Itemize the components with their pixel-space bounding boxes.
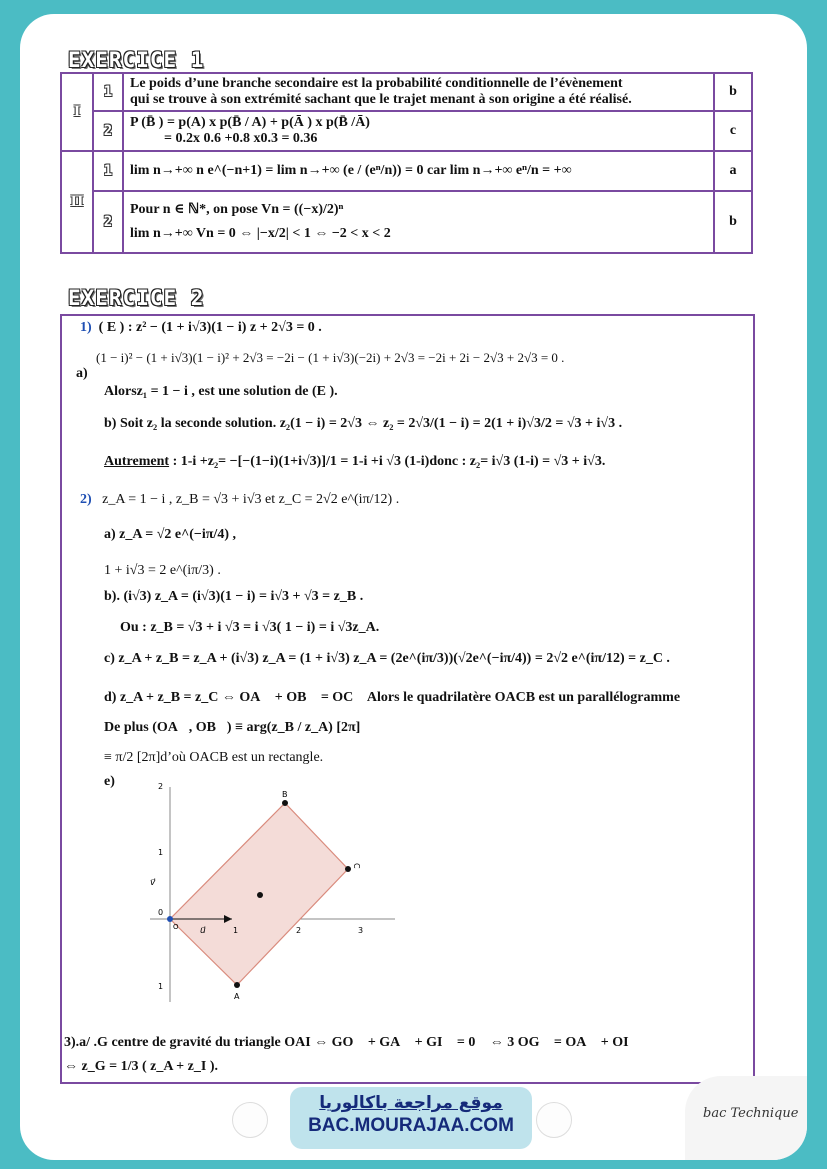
question-number: 2 [93, 191, 123, 253]
question-2 [80, 492, 399, 508]
question-text [123, 151, 714, 191]
solution-z1: Alorsz₁ = 1 − i , est une solution de (E ). [104, 384, 338, 399]
question-text [123, 111, 714, 151]
y-tick-label: 1 [158, 848, 164, 857]
exercise-1-table [60, 72, 753, 254]
question-number: 1 [93, 73, 123, 111]
document-page [20, 14, 807, 1160]
autrement-line [104, 454, 605, 470]
y-tick-label: 1 [158, 982, 164, 991]
question-1 [80, 320, 322, 336]
x-tick-label: 2 [296, 926, 302, 935]
y-tick-label: 2 [158, 782, 164, 791]
site-badge[interactable] [290, 1087, 532, 1149]
part-2d-line: d) z_A + z_B = z_C ⇔ OA⃗ + OB⃗ = OC⃗ Alors le quadrilatère OACB est un parallélogramme [104, 690, 681, 705]
part-a-line: (1 − i)² − (1 + i√3)(1 − i)² + 2√3 = −2i − (1 + i√3)(−2i) + 2√3 = −2i + 2i − 2√3 + 2√3 = 0 . [96, 350, 565, 365]
center-point [257, 892, 263, 898]
text-line: P (B̄ ) = p(A) x p(B̄ / A) + p(Ā ) x p(B̄ /Ā) [130, 115, 370, 130]
question-3-line2: ⇔ z_G = 1/3 ( z_A + z_I ). [64, 1059, 218, 1074]
text-line: = 0.2x 0.6 +0.8 x0.3 = 0.36 [164, 131, 318, 146]
exercise-2-title: EXERCICE 2 [68, 286, 205, 310]
answer-cell: a [714, 151, 752, 191]
part-label: II [61, 151, 93, 253]
answer-cell: c [714, 111, 752, 151]
table-row [61, 191, 752, 253]
answer-cell: b [714, 191, 752, 253]
text-line: qui se trouve à son extrémité sachant que le trajet menant à son origine a été réalisé. [130, 92, 632, 107]
question-text [123, 191, 714, 253]
point-b [282, 800, 288, 806]
question-text [123, 73, 714, 111]
corner-signature [685, 1076, 807, 1160]
right-logo-icon [536, 1102, 572, 1138]
exercise-1-title: EXERCICE 1 [68, 48, 205, 72]
table-row [61, 111, 752, 151]
question-3-line1: 3).a/ .G centre de gravité du triangle OAI ⇔ GO⃗ + GA⃗ + GI⃗ = 0⃗ ⇔ 3 OG⃗ = OA⃗ + OI⃗ [64, 1035, 640, 1050]
question-number: 1) [80, 320, 92, 335]
point-o [167, 916, 173, 922]
site-name-arabic[interactable]: موقع مراجعة باكالوريا [319, 1093, 503, 1113]
label-c: C [352, 863, 361, 869]
question-number: 2) [80, 492, 92, 507]
label-u: u⃗ [200, 926, 206, 936]
part-b-line: b) Soit z₂ la seconde solution. z₂(1 − i) = 2√3 ⇔ z₂ = 2√3/(1 − i) = 2(1 + i)√3/2 = √3 + i√3 . [104, 416, 623, 431]
y-tick-label: 0 [158, 908, 164, 917]
x-tick-label: 1 [233, 926, 239, 935]
corner-text: bac Technique [703, 1106, 799, 1121]
autrement-text: : 1-i +z₂= −[−(1−i)(1+i√3)]/1 = 1-i +i √3 (1-i)donc : z₂= i√3 (1-i) = √3 + i√3. [169, 454, 606, 469]
question-number: 2 [93, 111, 123, 151]
answer-cell: b [714, 73, 752, 111]
point-a [234, 982, 240, 988]
part-label: I [61, 73, 93, 151]
argument-line: De plus (OA⃗, OB⃗) ≡ arg(z_B / z_A) [2π] [104, 720, 361, 735]
part-2b-alt: Ou : z_B = √3 + i √3 = i √3( 1 − i) = i √3z_A. [120, 620, 380, 635]
text-line: Pour n ∈ ℕ*, on pose Vn = ((−x)/2)ⁿ [130, 202, 344, 217]
label-v: v⃗ [150, 878, 156, 888]
part-2a-line2: 1 + i√3 = 2 e^(iπ/3) . [104, 563, 221, 578]
site-url[interactable]: BAC.MOURAJAA.COM [308, 1115, 514, 1136]
part-2c-line: c) z_A + z_B = z_A + (i√3) z_A = (1 + i√3) z_A = (2e^(iπ/3))(√2e^(−iπ/4)) = 2√2 e^(iπ/12) = z_C . [104, 651, 670, 666]
complex-plane-graph [120, 777, 420, 1007]
text-line: lim n→+∞ Vn = 0 ⇔ |−x/2| < 1 ⇔ −2 < x < 2 [130, 226, 391, 241]
label-o: O [173, 923, 179, 931]
part-2e-label: e) [104, 774, 115, 789]
points-definition: z_A = 1 − i , z_B = √3 + i√3 et z_C = 2√2 e^(iπ/12) . [102, 492, 400, 507]
table-row [61, 73, 752, 111]
x-tick-label: 3 [358, 926, 364, 935]
rectangle-conclusion: ≡ π/2 [2π]d’où OACB est un rectangle. [104, 750, 324, 765]
label-a: A [234, 992, 240, 1001]
part-a-label: a) [76, 366, 88, 381]
table-row [61, 151, 752, 191]
text-line: lim n→+∞ n e^(−n+1) = lim n→+∞ (e / (eⁿ/n)) = 0 car lim n→+∞ eⁿ/n = +∞ [130, 163, 572, 178]
part-2a-line: a) z_A = √2 e^(−iπ/4) , [104, 527, 236, 542]
equation: ( E ) : z² − (1 + i√3)(1 − i) z + 2√3 = 0 . [98, 320, 322, 335]
point-c [345, 866, 351, 872]
text-line: Le poids d’une branche secondaire est la probabilité conditionnelle de l’évènement [130, 76, 623, 91]
left-logo-icon [232, 1102, 268, 1138]
label-b: B [282, 790, 288, 799]
autrement-label: Autrement [104, 454, 170, 469]
question-number: 1 [93, 151, 123, 191]
part-2b-line: b). (i√3) z_A = (i√3)(1 − i) = i√3 + √3 = z_B . [104, 589, 364, 604]
